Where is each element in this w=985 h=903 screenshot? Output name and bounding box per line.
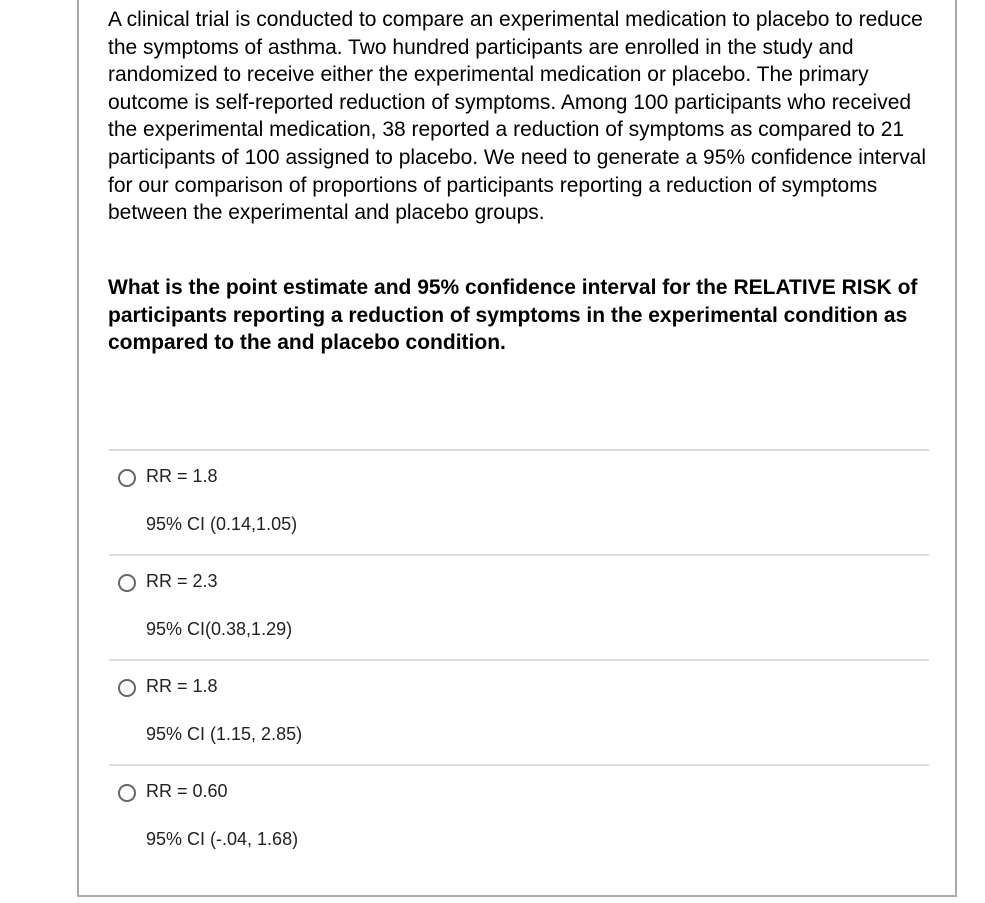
radio-button[interactable] [118, 679, 136, 697]
option-ci: 95% CI (0.14,1.05) [146, 514, 298, 534]
question-prompt: What is the point estimate and 95% confidence interval for the RELATIVE RISK of participants reporting a reduction of symptoms in the experimental condition as compared to the and placebo condition. [108, 276, 918, 355]
option-rr: RR = 1.8 [146, 466, 218, 486]
radio-button[interactable] [118, 784, 136, 802]
radio-button[interactable] [118, 574, 136, 592]
answer-option-1[interactable] [109, 449, 929, 556]
answer-option-2[interactable] [109, 554, 929, 661]
option-rr: RR = 0.60 [146, 781, 228, 801]
option-ci: 95% CI (1.15, 2.85) [146, 724, 303, 744]
option-rr: RR = 1.8 [146, 676, 218, 696]
answer-option-4[interactable] [109, 764, 929, 871]
radio-button[interactable] [118, 469, 136, 487]
question-stem: A clinical trial is conducted to compare an experimental medication to placebo to reduce the symptoms of asthma. Two hundred participants are enrolled in the study and randomized to receive either the experimental medication or placebo. The primary outcome is self-reported reduction of symptoms. Among 100 participants who received the experimental medication, 38 reported a reduction of symptoms as compared to 21 participants of 100 assigned to placebo. We need to generate a 95% confidence interval for our comparison of proportions of participants reporting a reduction of symptoms between the experimental and placebo groups. [108, 8, 926, 225]
answer-option-3[interactable] [109, 659, 929, 766]
option-rr: RR = 2.3 [146, 571, 218, 591]
option-ci: 95% CI (-.04, 1.68) [146, 829, 299, 849]
option-ci: 95% CI(0.38,1.29) [146, 619, 293, 639]
